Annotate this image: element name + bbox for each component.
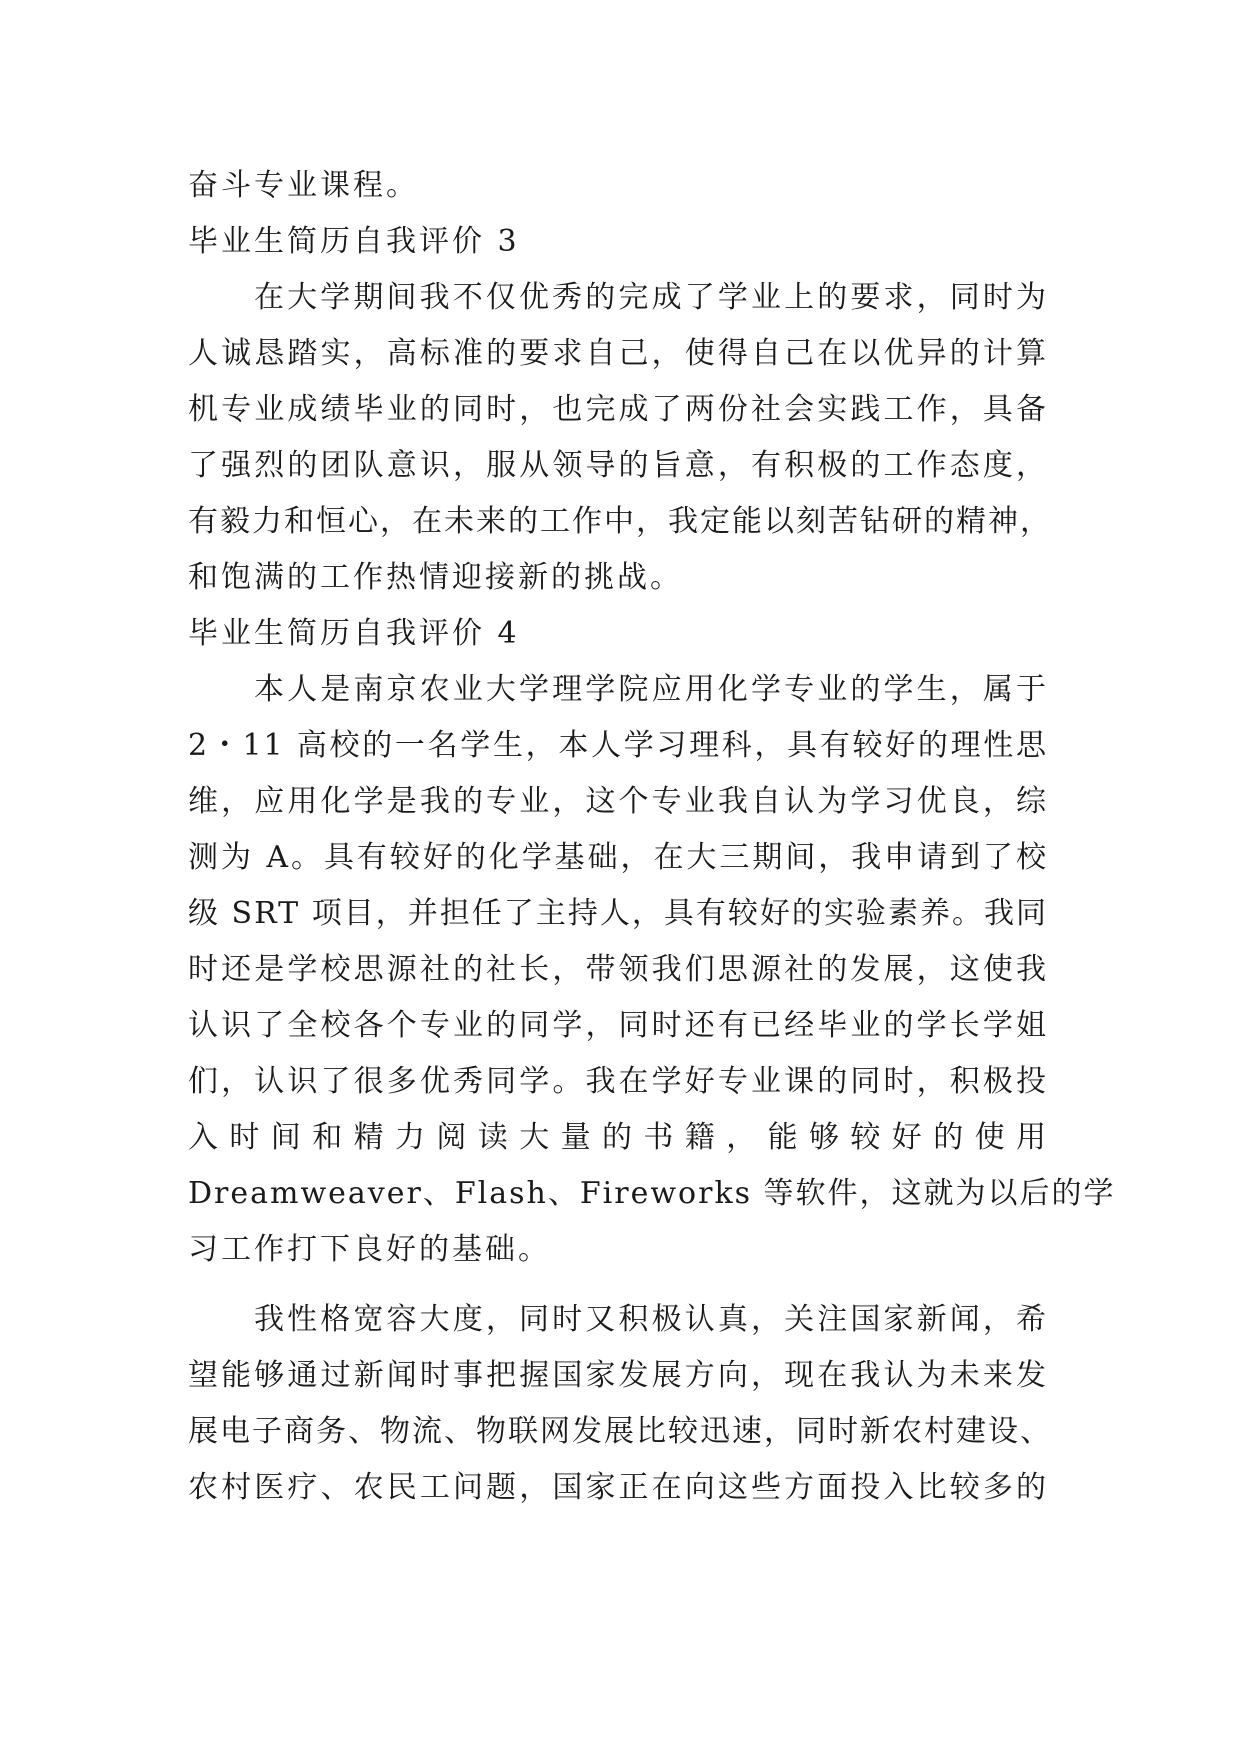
paragraph-line: 习工作打下良好的基础。 xyxy=(188,1232,551,1267)
paragraph-line: 2・11 高校的一名学生，本人学习理科，具有较好的理性思 xyxy=(188,728,1048,763)
paragraph-personality xyxy=(188,1292,1052,1516)
paragraph-line: 们，认识了很多优秀同学。我在学好专业课的同时，积极投 xyxy=(188,1064,1048,1099)
paragraph-line: 时还是学校思源社的社长，带领我们思源社的发展，这使我 xyxy=(188,952,1048,987)
paragraph-line: 认识了全校各个专业的同学，同时还有已经毕业的学长学姐 xyxy=(188,1008,1048,1043)
paragraph-line: 望能够通过新闻时事把握国家发展方向，现在我认为未来发 xyxy=(188,1358,1048,1393)
paragraph-line: 人诚恳踏实，高标准的要求自己，使得自己在以优异的计算 xyxy=(188,336,1048,371)
paragraph-line: 奋斗专业课程。 xyxy=(188,168,419,203)
paragraph-line: 有毅力和恒心，在未来的工作中，我定能以刻苦钻研的精神， xyxy=(188,504,1052,539)
paragraph-line: 了强烈的团队意识，服从领导的旨意，有积极的工作态度， xyxy=(188,448,1048,483)
paragraph-line: 测为 A。具有较好的化学基础，在大三期间，我申请到了校 xyxy=(188,840,1048,875)
paragraph-line: 我性格宽容大度，同时又积极认真，关注国家新闻，希 xyxy=(254,1302,1048,1337)
paragraph-line: 本人是南京农业大学理学院应用化学专业的学生，属于 xyxy=(254,672,1048,707)
paragraph-line: 级 SRT 项目，并担任了主持人，具有较好的实验素养。我同 xyxy=(188,896,1048,931)
paragraph-spacer xyxy=(188,1278,1048,1292)
paragraph-line: 维，应用化学是我的专业，这个专业我自认为学习优良，综 xyxy=(188,784,1048,819)
paragraph-line: 入时间和精力阅读大量的书籍，能够较好的使用 xyxy=(188,1120,1048,1155)
paragraph-line: 展电子商务、物流、物联网发展比较迅速，同时新农村建设、 xyxy=(188,1414,1052,1449)
paragraph-line: 和饱满的工作热情迎接新的挑战。 xyxy=(188,560,683,595)
paragraph-self-evaluation-3 xyxy=(188,270,1052,606)
section-heading: 毕业生简历自我评价 3 xyxy=(188,224,520,259)
paragraph-self-evaluation-4 xyxy=(188,662,1116,1278)
paragraph-line: 机专业成绩毕业的同时，也完成了两份社会实践工作，具备 xyxy=(188,392,1048,427)
paragraph-line: 农村医疗、农民工问题，国家正在向这些方面投入比较多的 xyxy=(188,1470,1048,1505)
document-body xyxy=(188,158,1116,1516)
paragraph-line: 在大学期间我不仅优秀的完成了学业上的要求，同时为 xyxy=(254,280,1048,315)
paragraph-line: Dreamweaver、Flash、Fireworks 等软件，这就为以后的学 xyxy=(188,1176,1116,1211)
section-heading: 毕业生简历自我评价 4 xyxy=(188,616,520,651)
